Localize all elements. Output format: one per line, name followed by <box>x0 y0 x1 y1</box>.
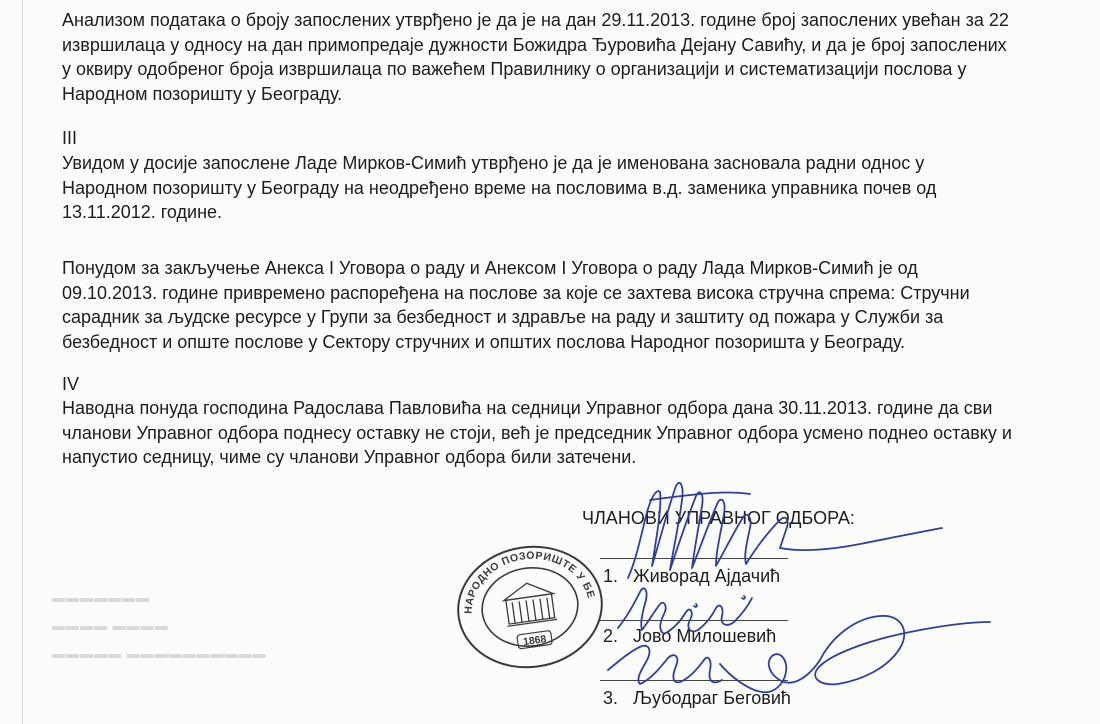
theatre-building-icon <box>502 580 557 627</box>
board-members-heading: ЧЛАНОВИ УПРАВНОГ ОДБОРА: <box>582 508 855 528</box>
bleed-through-mark: ▬▬▬▬ ▬▬▬▬ <box>52 618 169 633</box>
bleed-through-mark: ▬▬▬▬▬ ▬▬▬▬▬▬▬▬▬▬ <box>52 646 267 661</box>
section-heading-iii: III <box>62 128 78 148</box>
member-number: 1. <box>603 566 619 586</box>
member-number: 3. <box>603 688 619 708</box>
text-line: Увидом у досије запослене Ладе Мирков-Симић утврђено је да је именована засновала радни однос у <box>62 153 925 173</box>
text-line: Наводна понуда господина Радослава Павловића на седници Управног одбора дана 30.11.2013. године да сви <box>62 398 993 418</box>
text-line: напустио седницу, чиме су чланови Управног одбора били затечени. <box>62 447 637 467</box>
stamp-inscription: НАРОДНО ПОЗОРИШТЕ У БЕОГРАДУ <box>462 549 598 615</box>
theatre-stamp <box>455 545 605 670</box>
svg-text:НАРОДНО ПОЗОРИШТЕ У БЕОГРАДУ <box>455 545 597 619</box>
signature-line <box>600 680 788 681</box>
text-line: 09.10.2013. године привремено распоређена на послове за које се захтева висока стручна спрема: Стручни <box>62 282 970 303</box>
signature-line <box>600 558 788 559</box>
bleed-through-mark: ▬▬▬▬▬▬▬ <box>52 590 150 605</box>
text-line: чланови Управног одбора поднесу оставку не стоји, већ је председник Управног одбора усмено поднео оставку и <box>62 422 1012 443</box>
member-number: 2. <box>603 626 619 646</box>
text-line: Народном позоришту у Београду. <box>62 83 343 104</box>
text-line: Понудом за закључење Анекса I Уговора о раду и Анексом I Уговора о раду Лада Мирков-Симић је од <box>62 258 918 278</box>
board-member-2 <box>603 626 776 647</box>
member-name: Јово Милошевић <box>633 626 777 646</box>
text-line: 13.11.2012. године. <box>62 202 223 222</box>
signature-line <box>600 620 788 621</box>
stamp-year: 1868 <box>522 633 548 649</box>
text-line: Народном позоришту у Београду на неодређено време на пословима в.д. заменика управника почев од <box>62 177 937 198</box>
text-line: безбедност и опште послове у Сектору стручних и општих послова Народног позоришта у Београду. <box>62 331 906 352</box>
board-member-3 <box>603 688 791 709</box>
text-line: Анализом података о броју запослених утврђено је да је на дан 29.11.2013. године број запослених увећан за 22 <box>62 10 1009 30</box>
member-name: Живорад Ајдачић <box>633 566 781 586</box>
board-member-1 <box>603 566 780 587</box>
member-name: Љубодраг Беговић <box>633 688 791 708</box>
text-line: сарадник за људске ресурсе у Групи за безбедност и здравље на раду и заштиту од пожара у Служби за <box>62 307 944 327</box>
section-heading-iv: IV <box>62 374 80 394</box>
text-line: у оквиру одобреног броја извршилаца по важећем Правилнику о организацији и систематизацији послова у <box>62 59 967 79</box>
text-line: извршилаца у односу на дан примопредаје дужности Божидра Ђуровића Дејану Савићу, и да је број запослених <box>62 34 1007 55</box>
